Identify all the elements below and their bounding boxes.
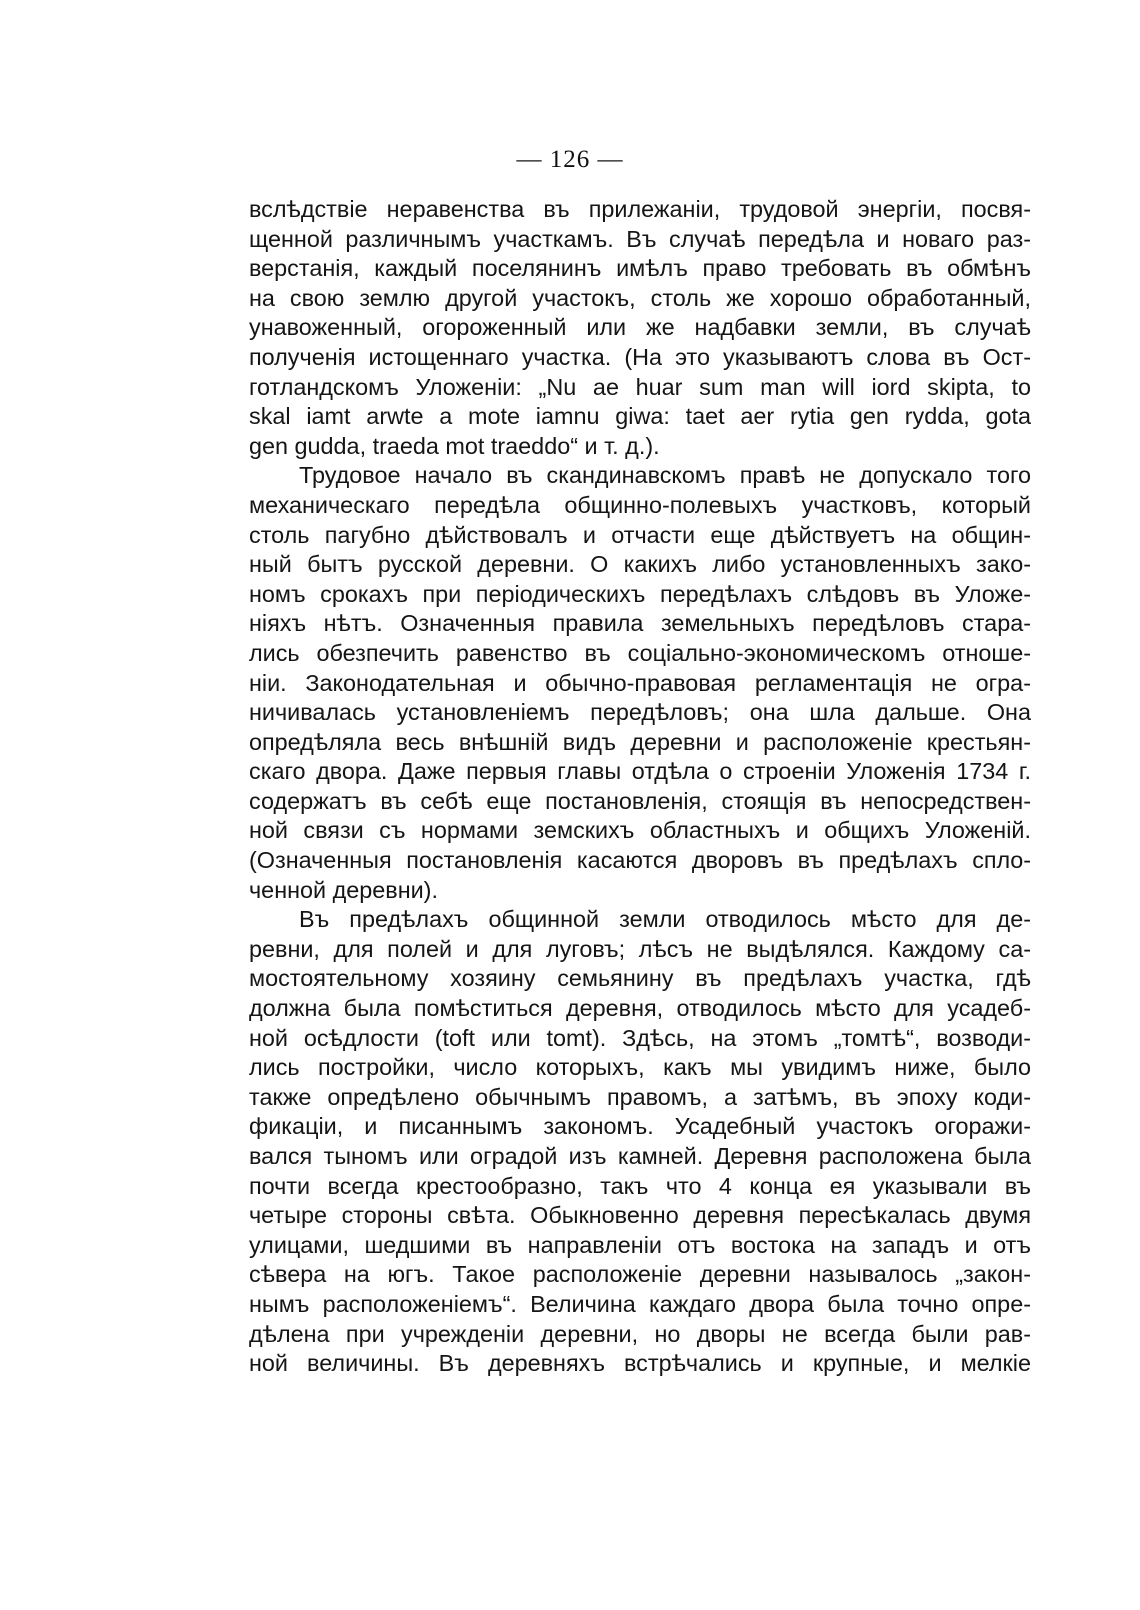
text-line: опредѣляла весь внѣшній видъ деревни и расположеніе крестьян- — [249, 728, 1031, 755]
text-line: сѣвера на югъ. Такое расположеніе деревни называлось „закон- — [249, 1261, 1031, 1288]
paragraph-1 — [249, 195, 1031, 461]
text-line: четыре стороны свѣта. Обыкновенно деревня пересѣкалась двумя — [249, 1202, 1031, 1229]
text-line: ный бытъ русской деревни. О какихъ либо установленныхъ зако- — [249, 551, 1031, 578]
text-line: лись обезпечить равенство въ соціально-экономическомъ отноше- — [249, 639, 1031, 666]
paragraph-2 — [249, 461, 1031, 905]
text-line: gen gudda, traeda mot traeddo“ и т. д.). — [249, 432, 660, 459]
text-line: ревни, для полей и для луговъ; лѣсъ не выдѣлялся. Каждому са- — [249, 935, 1031, 962]
text-line: ной связи съ нормами земскихъ областныхъ и общихъ Уложеній. — [249, 817, 1031, 844]
text-line: должна была помѣститься деревня, отводилось мѣсто для усадеб- — [249, 995, 1031, 1022]
text-line: также опредѣлено обычнымъ правомъ, а затѣмъ, въ эпоху коди- — [249, 1083, 1031, 1110]
text-line: ніяхъ нѣтъ. Означенныя правила земельныхъ передѣловъ стара- — [249, 610, 1031, 637]
text-line: мостоятельному хозяину семьянину въ предѣлахъ участка, гдѣ — [249, 965, 1031, 992]
text-line: скаго двора. Даже первыя главы отдѣла о строеніи Уложенія 1734 г. — [249, 758, 1031, 785]
text-line: фикаціи, и писаннымъ закономъ. Усадебный участокъ огоражи- — [249, 1113, 1031, 1140]
text-line: полученія истощеннаго участка. (На это указываютъ слова въ Ост- — [249, 343, 1031, 370]
text-line: дѣлена при учрежденіи деревни, но дворы не всегда были рав- — [249, 1320, 1031, 1347]
text-line: Трудовое начало въ скандинавскомъ правѣ не допускало того — [299, 462, 1031, 489]
text-line: ной величины. Въ деревняхъ встрѣчались и крупные, и мелкіе — [249, 1350, 1031, 1377]
text-line: механическаго передѣла общинно-полевыхъ участковъ, который — [249, 491, 1031, 518]
text-line: ной осѣдлости (toft или tomt). Здѣсь, на этомъ „томтѣ“, возводи- — [249, 1024, 1031, 1051]
text-line: улицами, шедшими въ направленіи отъ востока на западъ и отъ — [249, 1231, 1031, 1258]
page-number: — 126 — — [516, 146, 624, 173]
text-line: лись постройки, число которыхъ, какъ мы увидимъ ниже, было — [249, 1054, 1031, 1081]
text-line: готландскомъ Уложеніи: „Nu ae huar sum man will iord skipta, to — [249, 373, 1031, 400]
text-line: содержатъ въ себѣ еще постановленія, стоящія въ непосредствен- — [249, 787, 1031, 814]
text-line: ченной деревни). — [249, 876, 438, 903]
text-line: номъ срокахъ при періодическихъ передѣлахъ слѣдовъ въ Уложе- — [249, 580, 1031, 607]
text-line: столь пагубно дѣйствовалъ и отчасти еще дѣйствуетъ на общин- — [249, 521, 1031, 548]
text-line: ничивалась установленіемъ передѣловъ; она шла дальше. Она — [249, 699, 1031, 726]
text-line: (Означенныя постановленія касаются дворовъ въ предѣлахъ сплo- — [249, 847, 1031, 874]
text-line: skal iamt arwte a mote iamnu giwa: taet aer rytia gen rydda, gota — [249, 403, 1031, 430]
text-line: верстанія, каждый поселянинъ имѣлъ право требовать въ обмѣнъ — [249, 255, 1031, 282]
text-line: щенной различнымъ участкамъ. Въ случаѣ передѣла и новаго раз- — [249, 225, 1031, 252]
text-line: Въ предѣлахъ общинной земли отводилось мѣсто для де- — [299, 906, 1031, 933]
text-line: унавоженный, огороженный или же надбавки земли, въ случаѣ — [249, 314, 1031, 341]
text-line: на свою землю другой участокъ, столь же хорошо обработанный, — [249, 284, 1031, 311]
text-line: почти всегда крестообразно, такъ что 4 конца ея указывали въ — [249, 1172, 1031, 1199]
body-text — [249, 195, 1031, 1379]
paragraph-3 — [249, 905, 1031, 1379]
text-line: нымъ расположеніемъ“. Величина каждаго двора была точно опре- — [249, 1290, 1031, 1317]
text-line: ніи. Законодательная и обычно-правовая регламентація не огра- — [249, 669, 1031, 696]
text-line: вался тыномъ или оградой изъ камней. Деревня расположена была — [249, 1143, 1031, 1169]
text-line: вслѣдствіе неравенства въ прилежаніи, трудовой энергіи, посвя- — [249, 196, 1031, 222]
